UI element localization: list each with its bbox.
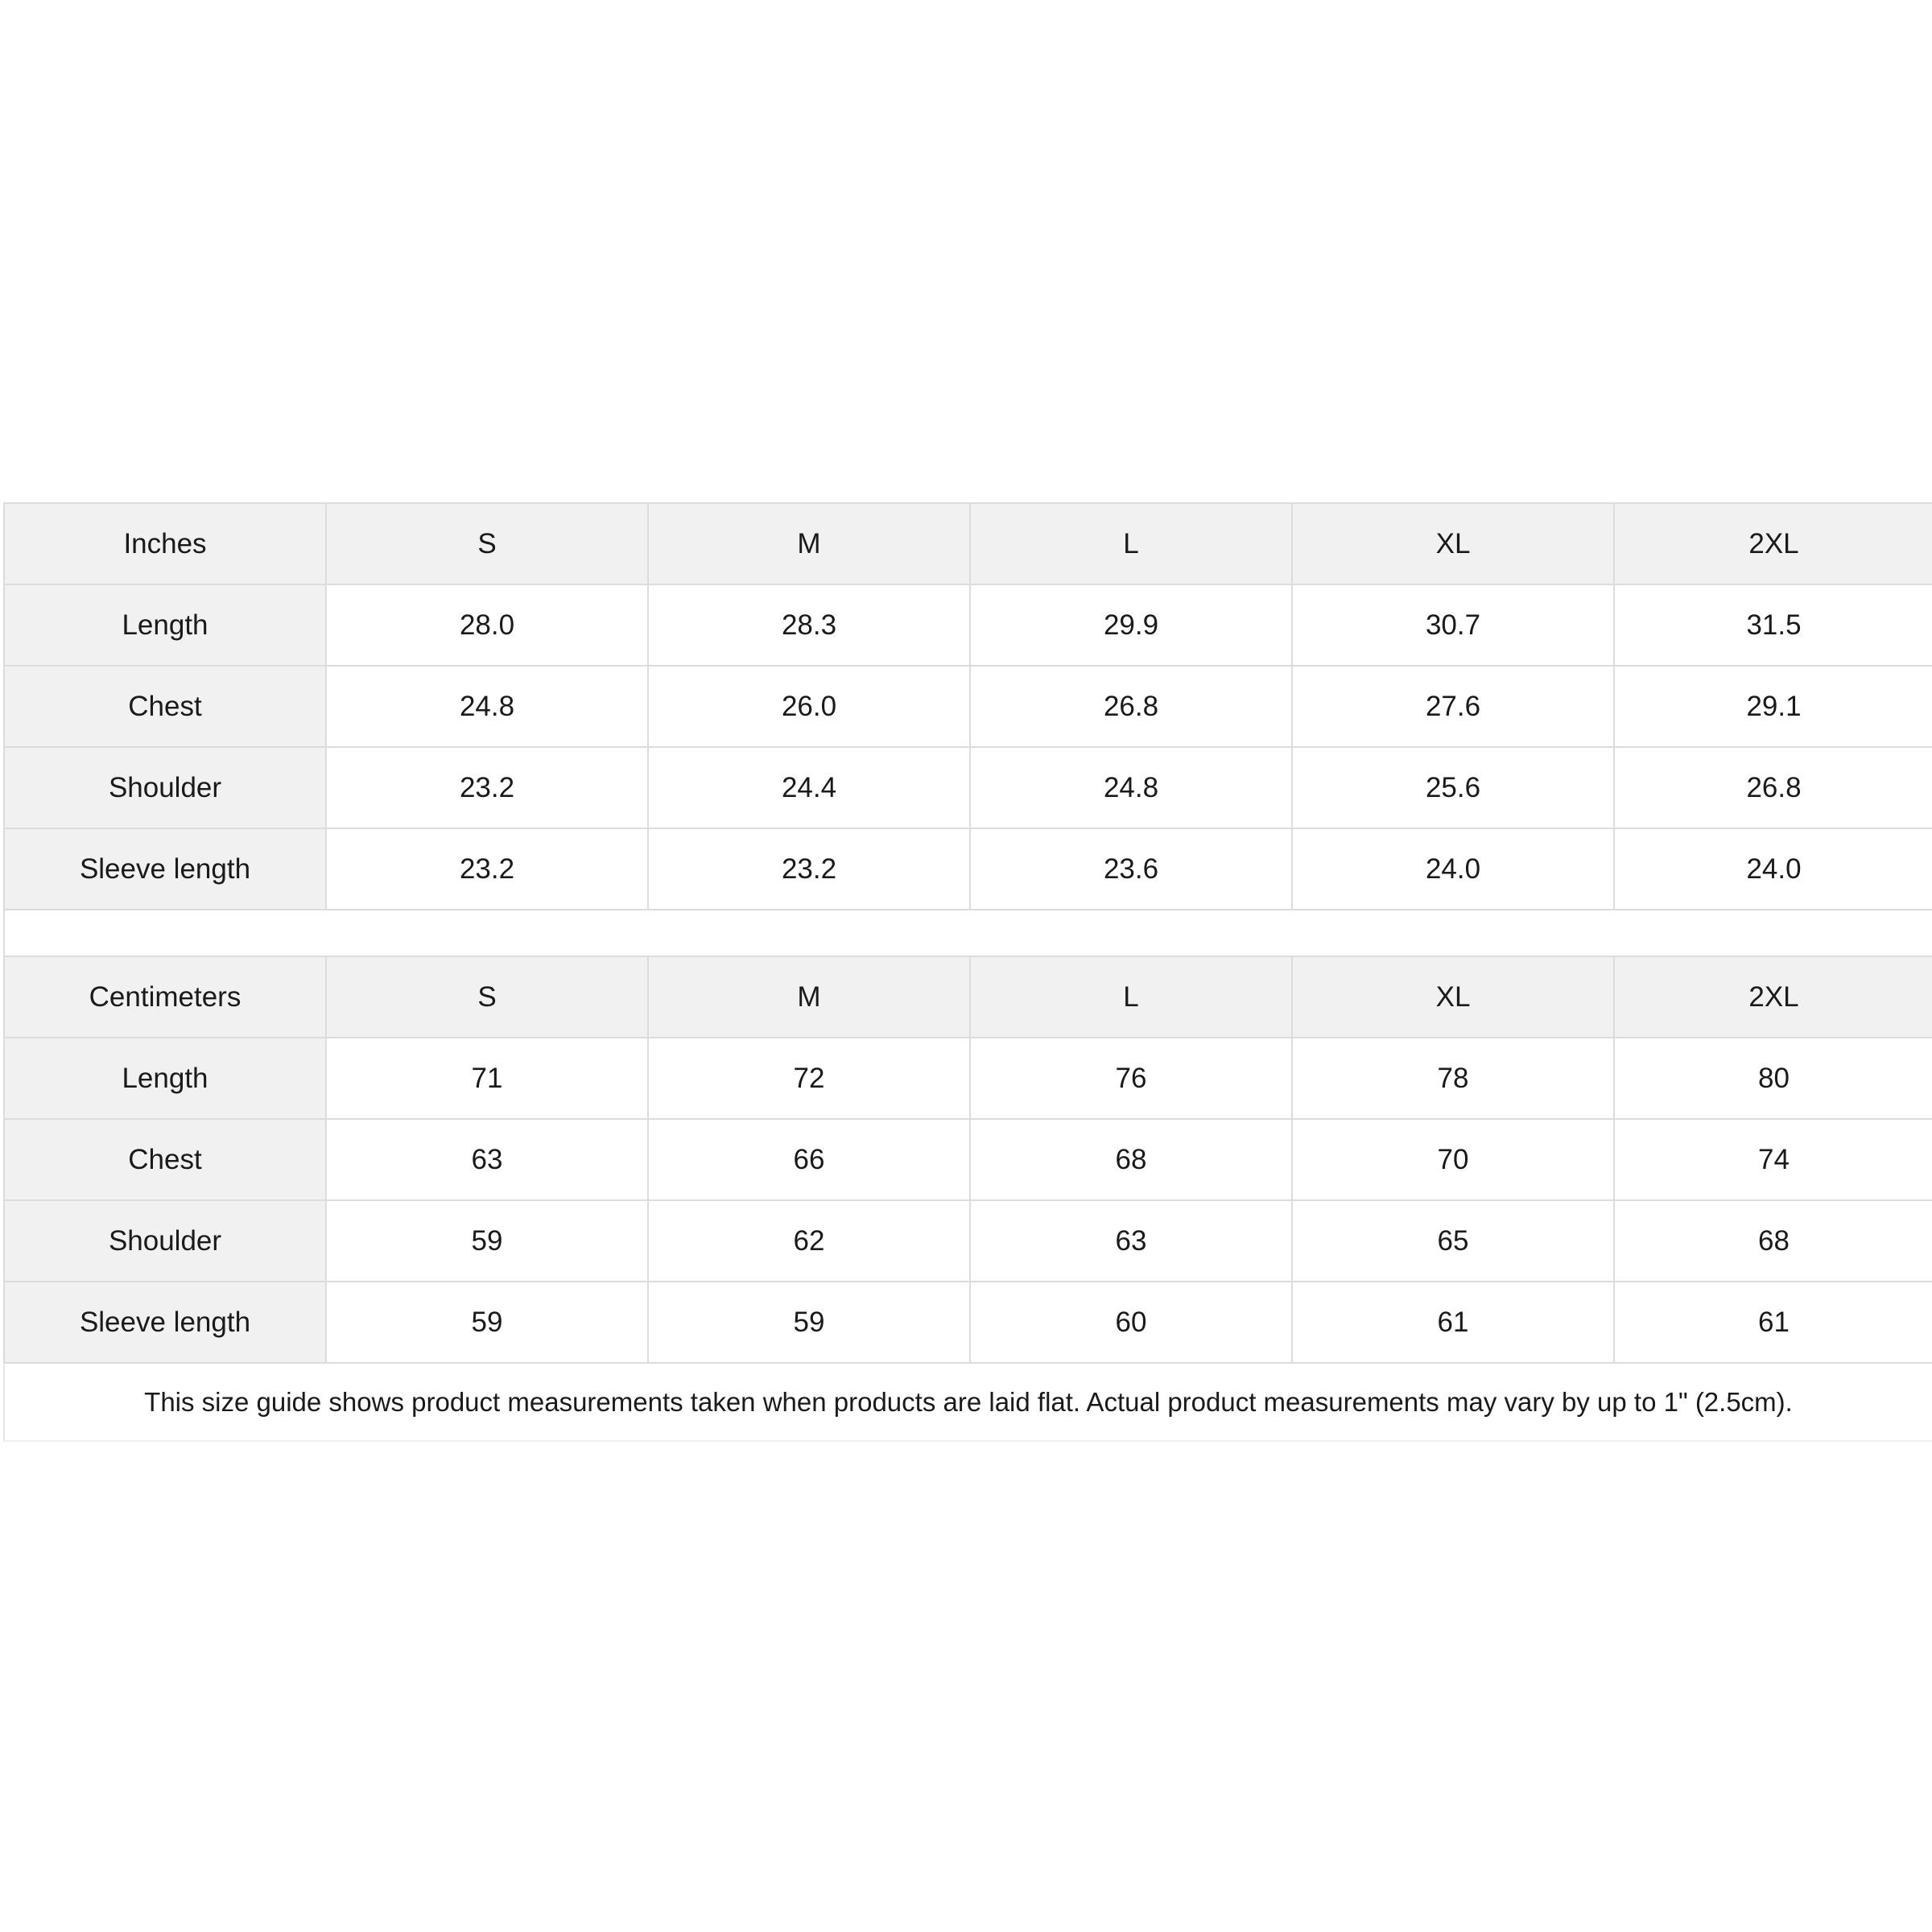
measurement-cell: 61: [1292, 1282, 1614, 1363]
measurement-cell: 24.0: [1614, 828, 1932, 910]
table-row: [4, 1200, 1932, 1282]
unit-label: Centimeters: [4, 956, 326, 1038]
measurement-cell: 26.8: [970, 666, 1292, 747]
measurement-cell: 23.2: [326, 747, 648, 828]
measurement-cell: 68: [1614, 1200, 1932, 1282]
measurement-cell: 70: [1292, 1119, 1614, 1200]
measurement-cell: 29.1: [1614, 666, 1932, 747]
measurement-cell: 80: [1614, 1038, 1932, 1119]
table-row: [4, 747, 1932, 828]
size-header-s: S: [326, 956, 648, 1038]
row-label: Shoulder: [4, 747, 326, 828]
table-header-row: [4, 503, 1932, 584]
size-header-l: L: [970, 956, 1292, 1038]
measurement-cell: 28.3: [648, 584, 970, 666]
row-label: Shoulder: [4, 1200, 326, 1282]
inches-table: [3, 502, 1932, 910]
row-label: Sleeve length: [4, 1282, 326, 1363]
row-label: Sleeve length: [4, 828, 326, 910]
table-header-row: [4, 956, 1932, 1038]
size-header-xl: XL: [1292, 503, 1614, 584]
measurement-cell: 31.5: [1614, 584, 1932, 666]
measurement-cell: 62: [648, 1200, 970, 1282]
size-header-2xl: 2XL: [1614, 956, 1932, 1038]
measurement-cell: 23.6: [970, 828, 1292, 910]
table-row: [4, 1119, 1932, 1200]
size-chart: [3, 502, 1932, 1442]
measurement-cell: 24.8: [326, 666, 648, 747]
table-spacer: [3, 910, 1932, 956]
table-row: [4, 1038, 1932, 1119]
measurement-cell: 59: [326, 1200, 648, 1282]
measurement-cell: 24.8: [970, 747, 1292, 828]
measurement-cell: 23.2: [648, 828, 970, 910]
table-row: [4, 1282, 1932, 1363]
measurement-cell: 59: [648, 1282, 970, 1363]
measurement-cell: 78: [1292, 1038, 1614, 1119]
measurement-cell: 27.6: [1292, 666, 1614, 747]
measurement-cell: 24.0: [1292, 828, 1614, 910]
measurement-cell: 26.0: [648, 666, 970, 747]
measurement-cell: 23.2: [326, 828, 648, 910]
measurement-cell: 68: [970, 1119, 1292, 1200]
measurement-cell: 30.7: [1292, 584, 1614, 666]
size-guide-footnote: This size guide shows product measurements taken when products are laid flat. Actual product measurements may vary by up to 1" (2.5cm).: [3, 1364, 1932, 1442]
row-label: Length: [4, 1038, 326, 1119]
measurement-cell: 61: [1614, 1282, 1932, 1363]
measurement-cell: 28.0: [326, 584, 648, 666]
measurement-cell: 26.8: [1614, 747, 1932, 828]
table-row: [4, 666, 1932, 747]
measurement-cell: 25.6: [1292, 747, 1614, 828]
size-header-l: L: [970, 503, 1292, 584]
measurement-cell: 24.4: [648, 747, 970, 828]
measurement-cell: 76: [970, 1038, 1292, 1119]
measurement-cell: 63: [326, 1119, 648, 1200]
row-label: Chest: [4, 1119, 326, 1200]
measurement-cell: 66: [648, 1119, 970, 1200]
centimeters-table: [3, 956, 1932, 1364]
measurement-cell: 74: [1614, 1119, 1932, 1200]
size-header-xl: XL: [1292, 956, 1614, 1038]
size-header-s: S: [326, 503, 648, 584]
measurement-cell: 63: [970, 1200, 1292, 1282]
table-row: [4, 584, 1932, 666]
unit-label: Inches: [4, 503, 326, 584]
size-header-m: M: [648, 503, 970, 584]
size-header-2xl: 2XL: [1614, 503, 1932, 584]
measurement-cell: 29.9: [970, 584, 1292, 666]
measurement-cell: 60: [970, 1282, 1292, 1363]
table-row: [4, 828, 1932, 910]
measurement-cell: 65: [1292, 1200, 1614, 1282]
measurement-cell: 71: [326, 1038, 648, 1119]
row-label: Chest: [4, 666, 326, 747]
measurement-cell: 59: [326, 1282, 648, 1363]
size-header-m: M: [648, 956, 970, 1038]
row-label: Length: [4, 584, 326, 666]
measurement-cell: 72: [648, 1038, 970, 1119]
